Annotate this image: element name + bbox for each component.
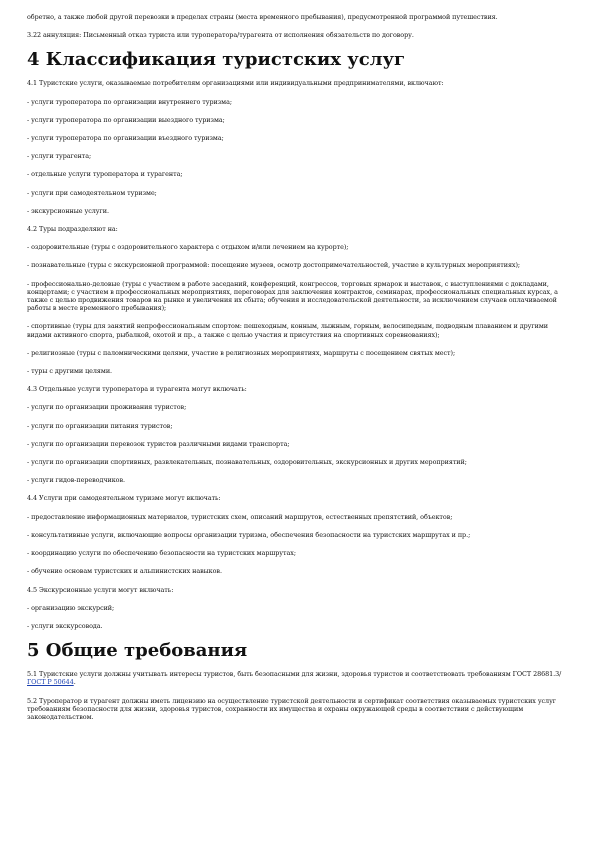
section-4-paragraph: - экскурсионные услуги. [27, 206, 109, 215]
section-4-paragraph: - религиозные (туры с паломническими целями, участие в религиозных мероприятиях, маршруты с посещением святых мест); [27, 348, 456, 357]
intro-paragraph-2: 3.22 аннуляция: Письменный отказ туриста или туроператора/турагента от исполнения обязательств по договору. [27, 31, 414, 40]
section-4-paragraph: - услуги по организации перевозок туристов различными видами транспорта; [27, 439, 290, 448]
gost-link[interactable]: ГОСТ Р 50644 [27, 678, 74, 687]
section-4-paragraph: 4.2 Туры подразделяют на: [27, 225, 118, 234]
section-4-paragraph: - профессионально-деловые (туры с участием в работе заседаний, конференций, конгрессов, торговых ярмарок и выставок, с выступлениями с докладами, концертами; с участием в профессиональных мероприятиях, переговорах для заключения контрактов, семинарах, профессиональных специальных курсах, а также с целью продвижения товаров на рынке и увеличения их сбыта; обучения и исследовательской деятельности, за исключением случаев оплачиваемой работы в месте временного пребывания); [27, 279, 558, 313]
section-4-paragraph: - услуги при самодеятельном туризме; [27, 188, 157, 197]
section-4-body [27, 79, 567, 630]
section-4-paragraph: - услуги по организации питания туристов; [27, 421, 173, 430]
paragraph-text: 5.1 Туристские услуги должны учитывать интересы туристов, быть безопасными для жизни, здоровья туристов и соответствовать требованиям ГОСТ 28681.3/ [27, 670, 562, 679]
section-4-heading: 4 Классификация туристских услуг [27, 49, 406, 71]
section-5-heading: 5 Общие требования [27, 640, 248, 662]
paragraph-end: . [73, 678, 76, 687]
section-4-paragraph: - предоставление информационных материалов, туристских схем, описаний маршрутов, естественных препятствий, объектов; [27, 512, 453, 521]
section-4-paragraph: 4.3 Отдельные услуги туроператора и турагента могут включать: [27, 385, 247, 394]
section-4-paragraph: - организацию экскурсий; [27, 603, 115, 612]
section-4-paragraph: - услуги гидов-переводчиков. [27, 476, 125, 485]
section-4-paragraph: - консультативные услуги, включающие вопросы организации туризма, обеспечения безопасности на туристских маршрутах и пр.; [27, 530, 471, 539]
section-4-paragraph: - координацию услуги по обеспечению безопасности на туристских маршрутах; [27, 549, 296, 558]
document-body [27, 13, 567, 731]
section-4-paragraph: - оздоровительные (туры с оздоровительного характера с отдыхом и/или лечением на курорте); [27, 243, 349, 252]
section-4-paragraph: - отдельные услуги туроператора и турагента; [27, 170, 183, 179]
section-4-paragraph: - услуги туроператора по организации выездного туризма; [27, 115, 225, 124]
section-5-paragraph-1 [27, 670, 567, 686]
section-4-paragraph: - услуги турагента; [27, 152, 92, 161]
section-4-paragraph: - обучение основам туристских и альпинистских навыков. [27, 567, 222, 576]
section-4-paragraph: - услуги по организации спортивных, развлекательных, познавательных, оздоровительных, экскурсионных и других мероприятий; [27, 458, 467, 467]
section-4-paragraph: - услуги экскурсовода. [27, 621, 103, 630]
section-4-paragraph: - познавательные (туры с экскурсионной программой: посещение музеев, осмотр достопримечательностей, участие в культурных мероприятиях); [27, 261, 521, 270]
section-4-paragraph: - спортивные (туры для занятий непрофессиональным спортом: пешеходным, конным, лыжным, горным, велосипедным, подводным плаванием и другими видами активного спорта, рыбалкой, охотой и пр., а также с целью участия и присутствия на спортивных соревнованиях); [27, 322, 548, 339]
section-5-paragraph-2: 5.2 Туроператор и турагент должны иметь лицензию на осуществление туристской деятельности и сертификат соответствия оказываемых туристских услуг требованиям безопасности для жизни, здоровья туристов, сохранности их имущества и охраны окружающей среды в соответствии с действующим законодательством. [27, 696, 557, 721]
section-4-paragraph: 4.5 Экскурсионные услуги могут включать: [27, 585, 174, 594]
section-4-paragraph: 4.1 Туристские услуги, оказываемые потребителям организациями или индивидуальными предпринимателями, включают: [27, 79, 444, 88]
intro-paragraph-1: обретно, а также любой другой перевозки в пределах страны (места временного пребывания), предусмотренной программой путешествия. [27, 13, 498, 21]
section-4-paragraph: - услуги туроператора по организации въездного туризма; [27, 134, 224, 143]
section-4-paragraph: - услуги по организации проживания туристов; [27, 403, 187, 412]
section-4-paragraph: - услуги туроператора по организации внутреннего туризма; [27, 97, 232, 106]
section-4-paragraph: 4.4 Услуги при самодеятельном туризме могут включать: [27, 494, 221, 503]
section-4-paragraph: - туры с другими целями. [27, 367, 113, 376]
